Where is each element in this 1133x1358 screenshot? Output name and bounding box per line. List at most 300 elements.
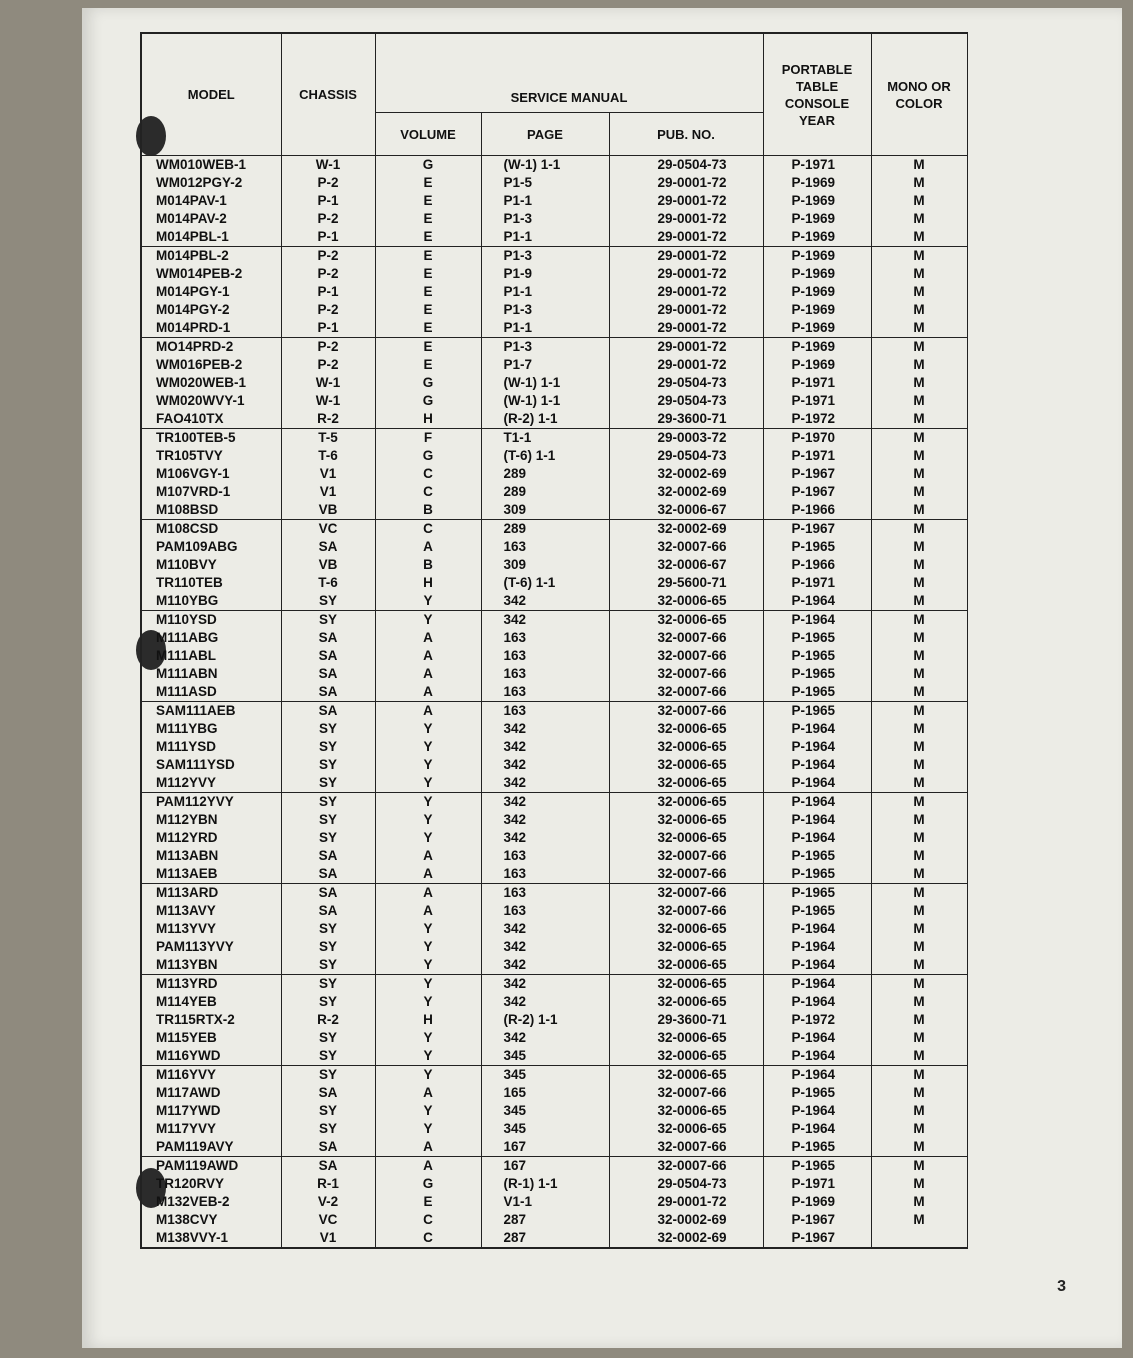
year-cell: P-1967 (763, 483, 871, 501)
mono-color-cell (871, 1229, 967, 1248)
volume-cell: Y (375, 1047, 481, 1066)
page-cell: 289 (481, 483, 609, 501)
year-cell: P-1971 (763, 1175, 871, 1193)
volume-cell: A (375, 1138, 481, 1157)
pub-no-cell: 32-0006-65 (609, 993, 763, 1011)
table-row (141, 1120, 967, 1138)
chassis-cell: W-1 (281, 374, 375, 392)
year-cell: P-1964 (763, 993, 871, 1011)
mono-color-cell: M (871, 756, 967, 774)
mono-color-cell: M (871, 1120, 967, 1138)
pub-no-cell: 32-0006-65 (609, 956, 763, 975)
mono-color-cell: M (871, 1047, 967, 1066)
pub-no-cell: 32-0007-66 (609, 884, 763, 903)
page-cell: 342 (481, 993, 609, 1011)
page-cell: P1-3 (481, 247, 609, 266)
volume-cell: G (375, 392, 481, 410)
volume-cell: E (375, 210, 481, 228)
table-row (141, 956, 967, 975)
chassis-cell: V-2 (281, 1193, 375, 1211)
chassis-cell: SA (281, 1084, 375, 1102)
volume-cell: Y (375, 975, 481, 994)
chassis-cell: VB (281, 501, 375, 520)
model-cell: M113AEB (141, 865, 281, 884)
volume-cell: A (375, 865, 481, 884)
chassis-cell: SA (281, 1157, 375, 1176)
page-cell: (R-2) 1-1 (481, 410, 609, 429)
chassis-cell: SY (281, 811, 375, 829)
chassis-cell: SY (281, 975, 375, 994)
table-row (141, 156, 967, 175)
model-cell: M113ARD (141, 884, 281, 903)
table-row (141, 520, 967, 539)
page-cell: 342 (481, 756, 609, 774)
year-cell: P-1967 (763, 520, 871, 539)
volume-cell: H (375, 574, 481, 592)
year-cell: P-1965 (763, 683, 871, 702)
pub-no-cell: 32-0006-67 (609, 556, 763, 574)
table-row (141, 884, 967, 903)
page-cell: P1-3 (481, 338, 609, 357)
page-cell: 163 (481, 665, 609, 683)
table-row (141, 865, 967, 884)
model-cell: M106VGY-1 (141, 465, 281, 483)
pub-no-cell: 29-0001-72 (609, 1193, 763, 1211)
model-cell: M138VVY-1 (141, 1229, 281, 1248)
pub-no-cell: 32-0006-67 (609, 501, 763, 520)
table-row (141, 447, 967, 465)
model-cell: M014PGY-1 (141, 283, 281, 301)
year-cell: P-1972 (763, 1011, 871, 1029)
model-cell: M113YRD (141, 975, 281, 994)
mono-color-cell: M (871, 611, 967, 630)
model-cell: M110YBG (141, 592, 281, 611)
table-row (141, 1229, 967, 1248)
model-cell: M014PAV-2 (141, 210, 281, 228)
model-cell: TR110TEB (141, 574, 281, 592)
year-cell: P-1964 (763, 756, 871, 774)
pub-no-cell: 29-0001-72 (609, 228, 763, 247)
chassis-cell: P-2 (281, 338, 375, 357)
pub-no-cell: 32-0006-65 (609, 1029, 763, 1047)
page-cell: 163 (481, 847, 609, 865)
page-cell: T1-1 (481, 429, 609, 448)
model-cell: M111YSD (141, 738, 281, 756)
pub-no-cell: 29-5600-71 (609, 574, 763, 592)
chassis-cell: SY (281, 1047, 375, 1066)
mono-color-cell: M (871, 174, 967, 192)
volume-cell: Y (375, 956, 481, 975)
chassis-cell: SA (281, 847, 375, 865)
year-cell: P-1971 (763, 574, 871, 592)
mono-color-cell: M (871, 429, 967, 448)
table-body (141, 156, 967, 1249)
mono-color-cell: M (871, 1157, 967, 1176)
mono-color-cell: M (871, 847, 967, 865)
table-row (141, 1175, 967, 1193)
page-cell: 163 (481, 884, 609, 903)
mono-color-cell: M (871, 1011, 967, 1029)
model-cell: M110BVY (141, 556, 281, 574)
year-cell: P-1964 (763, 1120, 871, 1138)
page-cell: (T-6) 1-1 (481, 574, 609, 592)
chassis-cell: R-2 (281, 1011, 375, 1029)
year-cell: P-1964 (763, 811, 871, 829)
pub-no-cell: 32-0006-65 (609, 938, 763, 956)
year-cell: P-1966 (763, 501, 871, 520)
mono-color-cell: M (871, 829, 967, 847)
chassis-cell: SA (281, 538, 375, 556)
mono-color-cell: M (871, 192, 967, 210)
page-cell: 342 (481, 956, 609, 975)
volume-cell: B (375, 556, 481, 574)
chassis-cell: W-1 (281, 156, 375, 175)
page-cell: 167 (481, 1138, 609, 1157)
volume-cell: E (375, 192, 481, 210)
pub-no-cell: 32-0006-65 (609, 829, 763, 847)
pub-no-cell: 29-0001-72 (609, 356, 763, 374)
pub-no-cell: 32-0006-65 (609, 1120, 763, 1138)
page-cell: 342 (481, 793, 609, 812)
table-row (141, 592, 967, 611)
table-row (141, 647, 967, 665)
page-cell: 342 (481, 975, 609, 994)
table-row (141, 938, 967, 956)
page-number: 3 (1057, 1278, 1066, 1295)
model-cell: M111ABL (141, 647, 281, 665)
mono-color-cell: M (871, 156, 967, 175)
volume-cell: C (375, 483, 481, 501)
volume-cell: Y (375, 592, 481, 611)
volume-cell: A (375, 1084, 481, 1102)
chassis-cell: SY (281, 756, 375, 774)
model-cell: TR115RTX-2 (141, 1011, 281, 1029)
mono-color-cell: M (871, 1211, 967, 1229)
table-row (141, 319, 967, 338)
model-cell: M107VRD-1 (141, 483, 281, 501)
table-row (141, 1193, 967, 1211)
volume-cell: H (375, 1011, 481, 1029)
pub-no-cell: 32-0007-66 (609, 683, 763, 702)
year-cell: P-1964 (763, 1047, 871, 1066)
mono-color-cell: M (871, 1029, 967, 1047)
volume-cell: G (375, 1175, 481, 1193)
model-cell: M111ASD (141, 683, 281, 702)
year-cell: P-1971 (763, 447, 871, 465)
table-row (141, 265, 967, 283)
year-cell: P-1965 (763, 884, 871, 903)
pub-no-cell: 32-0007-66 (609, 538, 763, 556)
year-cell: P-1969 (763, 247, 871, 266)
model-cell: WM020WVY-1 (141, 392, 281, 410)
mono-color-cell: M (871, 865, 967, 884)
page-cell: 345 (481, 1120, 609, 1138)
model-cell: M108BSD (141, 501, 281, 520)
page-cell: 342 (481, 1029, 609, 1047)
year-cell: P-1969 (763, 301, 871, 319)
mono-color-cell: M (871, 410, 967, 429)
page-cell: 342 (481, 829, 609, 847)
year-cell: P-1969 (763, 228, 871, 247)
page-cell: V1-1 (481, 1193, 609, 1211)
table-row (141, 720, 967, 738)
page-cell: (W-1) 1-1 (481, 374, 609, 392)
volume-cell: Y (375, 1066, 481, 1085)
table-row (141, 756, 967, 774)
header-pub-no: PUB. NO. (609, 113, 763, 156)
pub-no-cell: 29-0001-72 (609, 319, 763, 338)
table-row (141, 1102, 967, 1120)
chassis-cell: SY (281, 738, 375, 756)
pub-no-cell: 29-3600-71 (609, 410, 763, 429)
table-row (141, 374, 967, 392)
pub-no-cell: 32-0007-66 (609, 1157, 763, 1176)
volume-cell: A (375, 1157, 481, 1176)
model-cell: PAM112YVY (141, 793, 281, 812)
mono-color-cell: M (871, 556, 967, 574)
volume-cell: E (375, 356, 481, 374)
chassis-cell: SY (281, 920, 375, 938)
chassis-cell: SY (281, 1120, 375, 1138)
pub-no-cell: 32-0006-65 (609, 920, 763, 938)
volume-cell: E (375, 265, 481, 283)
pub-no-cell: 32-0002-69 (609, 1229, 763, 1248)
mono-color-cell: M (871, 374, 967, 392)
year-cell: P-1969 (763, 192, 871, 210)
page-cell: 342 (481, 592, 609, 611)
model-cell: M014PBL-2 (141, 247, 281, 266)
model-cell: M014PAV-1 (141, 192, 281, 210)
chassis-cell: SA (281, 1138, 375, 1157)
volume-cell: Y (375, 793, 481, 812)
volume-cell: F (375, 429, 481, 448)
page-cell: 342 (481, 938, 609, 956)
chassis-cell: P-2 (281, 174, 375, 192)
model-cell: PAM113YVY (141, 938, 281, 956)
header-volume: VOLUME (375, 113, 481, 156)
pub-no-cell: 32-0006-65 (609, 592, 763, 611)
mono-color-cell: M (871, 811, 967, 829)
pub-no-cell: 29-0001-72 (609, 174, 763, 192)
page-cell: 163 (481, 865, 609, 884)
pub-no-cell: 29-0001-72 (609, 210, 763, 228)
year-cell: P-1965 (763, 865, 871, 884)
mono-color-cell: M (871, 938, 967, 956)
table-row (141, 1029, 967, 1047)
service-manual-table (140, 32, 968, 1249)
volume-cell: A (375, 702, 481, 721)
year-cell: P-1964 (763, 738, 871, 756)
table-row (141, 429, 967, 448)
model-cell: M113YBN (141, 956, 281, 975)
pub-no-cell: 32-0002-69 (609, 483, 763, 501)
year-cell: P-1964 (763, 793, 871, 812)
volume-cell: G (375, 374, 481, 392)
mono-color-cell: M (871, 210, 967, 228)
table-row (141, 283, 967, 301)
chassis-cell: T-6 (281, 447, 375, 465)
pub-no-cell: 32-0002-69 (609, 520, 763, 539)
model-cell: M112YRD (141, 829, 281, 847)
mono-color-cell: M (871, 447, 967, 465)
mono-color-cell: M (871, 1066, 967, 1085)
year-cell: P-1964 (763, 1066, 871, 1085)
header-portable-year: PORTABLE TABLE CONSOLE YEAR (763, 33, 871, 156)
year-cell: P-1969 (763, 265, 871, 283)
chassis-cell: VC (281, 1211, 375, 1229)
chassis-cell: SY (281, 611, 375, 630)
model-cell: M115YEB (141, 1029, 281, 1047)
mono-color-cell: M (871, 265, 967, 283)
year-cell: P-1964 (763, 920, 871, 938)
mono-color-cell: M (871, 774, 967, 793)
table-row (141, 847, 967, 865)
year-cell: P-1971 (763, 392, 871, 410)
mono-color-cell: M (871, 301, 967, 319)
chassis-cell: SY (281, 829, 375, 847)
volume-cell: H (375, 410, 481, 429)
table-row (141, 975, 967, 994)
mono-color-cell: M (871, 884, 967, 903)
volume-cell: Y (375, 738, 481, 756)
page-cell: 163 (481, 902, 609, 920)
pub-no-cell: 32-0006-65 (609, 738, 763, 756)
pub-no-cell: 32-0006-65 (609, 793, 763, 812)
chassis-cell: V1 (281, 465, 375, 483)
volume-cell: C (375, 1211, 481, 1229)
header-mono-color: MONO OR COLOR (871, 33, 967, 156)
page-cell: P1-1 (481, 319, 609, 338)
chassis-cell: SA (281, 683, 375, 702)
year-cell: P-1967 (763, 465, 871, 483)
mono-color-cell: M (871, 1175, 967, 1193)
mono-color-cell: M (871, 629, 967, 647)
mono-color-cell: M (871, 319, 967, 338)
page-cell: 345 (481, 1102, 609, 1120)
mono-color-cell: M (871, 592, 967, 611)
page-cell: (W-1) 1-1 (481, 392, 609, 410)
volume-cell: E (375, 301, 481, 319)
table-row (141, 902, 967, 920)
model-cell: M014PBL-1 (141, 228, 281, 247)
page-cell: 345 (481, 1047, 609, 1066)
pub-no-cell: 32-0007-66 (609, 665, 763, 683)
pub-no-cell: 29-0001-72 (609, 192, 763, 210)
year-cell: P-1964 (763, 611, 871, 630)
year-cell: P-1971 (763, 374, 871, 392)
table-row (141, 410, 967, 429)
chassis-cell: V1 (281, 1229, 375, 1248)
volume-cell: Y (375, 1120, 481, 1138)
year-cell: P-1965 (763, 538, 871, 556)
pub-no-cell: 32-0006-65 (609, 975, 763, 994)
page-cell: P1-1 (481, 283, 609, 301)
page-cell: 309 (481, 501, 609, 520)
table-row (141, 683, 967, 702)
volume-cell: Y (375, 611, 481, 630)
year-cell: P-1972 (763, 410, 871, 429)
chassis-cell: SA (281, 665, 375, 683)
mono-color-cell: M (871, 720, 967, 738)
page-cell: 163 (481, 629, 609, 647)
model-cell: TR120RVY (141, 1175, 281, 1193)
chassis-cell: T-6 (281, 574, 375, 592)
pub-no-cell: 32-0007-66 (609, 647, 763, 665)
model-cell: PAM119AWD (141, 1157, 281, 1176)
model-cell: WM020WEB-1 (141, 374, 281, 392)
mono-color-cell: M (871, 501, 967, 520)
page-cell: 342 (481, 811, 609, 829)
pub-no-cell: 32-0007-66 (609, 1084, 763, 1102)
model-cell: M117YWD (141, 1102, 281, 1120)
page-cell: P1-5 (481, 174, 609, 192)
year-cell: P-1969 (763, 356, 871, 374)
table-row (141, 1157, 967, 1176)
volume-cell: A (375, 647, 481, 665)
model-cell: M116YWD (141, 1047, 281, 1066)
pub-no-cell: 32-0006-65 (609, 1066, 763, 1085)
table-row (141, 192, 967, 210)
volume-cell: C (375, 1229, 481, 1248)
mono-color-cell: M (871, 1102, 967, 1120)
table-row (141, 501, 967, 520)
page-cell: 309 (481, 556, 609, 574)
pub-no-cell: 29-0003-72 (609, 429, 763, 448)
pub-no-cell: 32-0006-65 (609, 1047, 763, 1066)
model-cell: M014PGY-2 (141, 301, 281, 319)
model-cell: M111YBG (141, 720, 281, 738)
volume-cell: Y (375, 829, 481, 847)
header-model: MODEL (141, 33, 281, 156)
year-cell: P-1967 (763, 1211, 871, 1229)
table-row (141, 611, 967, 630)
model-cell: TR100TEB-5 (141, 429, 281, 448)
model-cell: MO14PRD-2 (141, 338, 281, 357)
year-cell: P-1964 (763, 956, 871, 975)
chassis-cell: SY (281, 993, 375, 1011)
mono-color-cell: M (871, 1084, 967, 1102)
chassis-cell: V1 (281, 483, 375, 501)
chassis-cell: P-2 (281, 301, 375, 319)
page-cell: P1-3 (481, 210, 609, 228)
pub-no-cell: 29-0001-72 (609, 283, 763, 301)
mono-color-cell: M (871, 975, 967, 994)
table-row (141, 993, 967, 1011)
volume-cell: A (375, 629, 481, 647)
model-cell: PAM109ABG (141, 538, 281, 556)
pub-no-cell: 32-0007-66 (609, 902, 763, 920)
model-cell: M111ABG (141, 629, 281, 647)
pub-no-cell: 32-0007-66 (609, 629, 763, 647)
model-cell: SAM111AEB (141, 702, 281, 721)
year-cell: P-1965 (763, 847, 871, 865)
table-row (141, 228, 967, 247)
pub-no-cell: 32-0007-66 (609, 847, 763, 865)
pub-no-cell: 32-0006-65 (609, 1102, 763, 1120)
volume-cell: A (375, 847, 481, 865)
chassis-cell: SA (281, 865, 375, 884)
page-cell: 345 (481, 1066, 609, 1085)
chassis-cell: SA (281, 647, 375, 665)
year-cell: P-1969 (763, 174, 871, 192)
volume-cell: A (375, 902, 481, 920)
volume-cell: Y (375, 920, 481, 938)
model-cell: M132VEB-2 (141, 1193, 281, 1211)
model-cell: M111ABN (141, 665, 281, 683)
volume-cell: Y (375, 1029, 481, 1047)
table-row (141, 811, 967, 829)
chassis-cell: SY (281, 592, 375, 611)
